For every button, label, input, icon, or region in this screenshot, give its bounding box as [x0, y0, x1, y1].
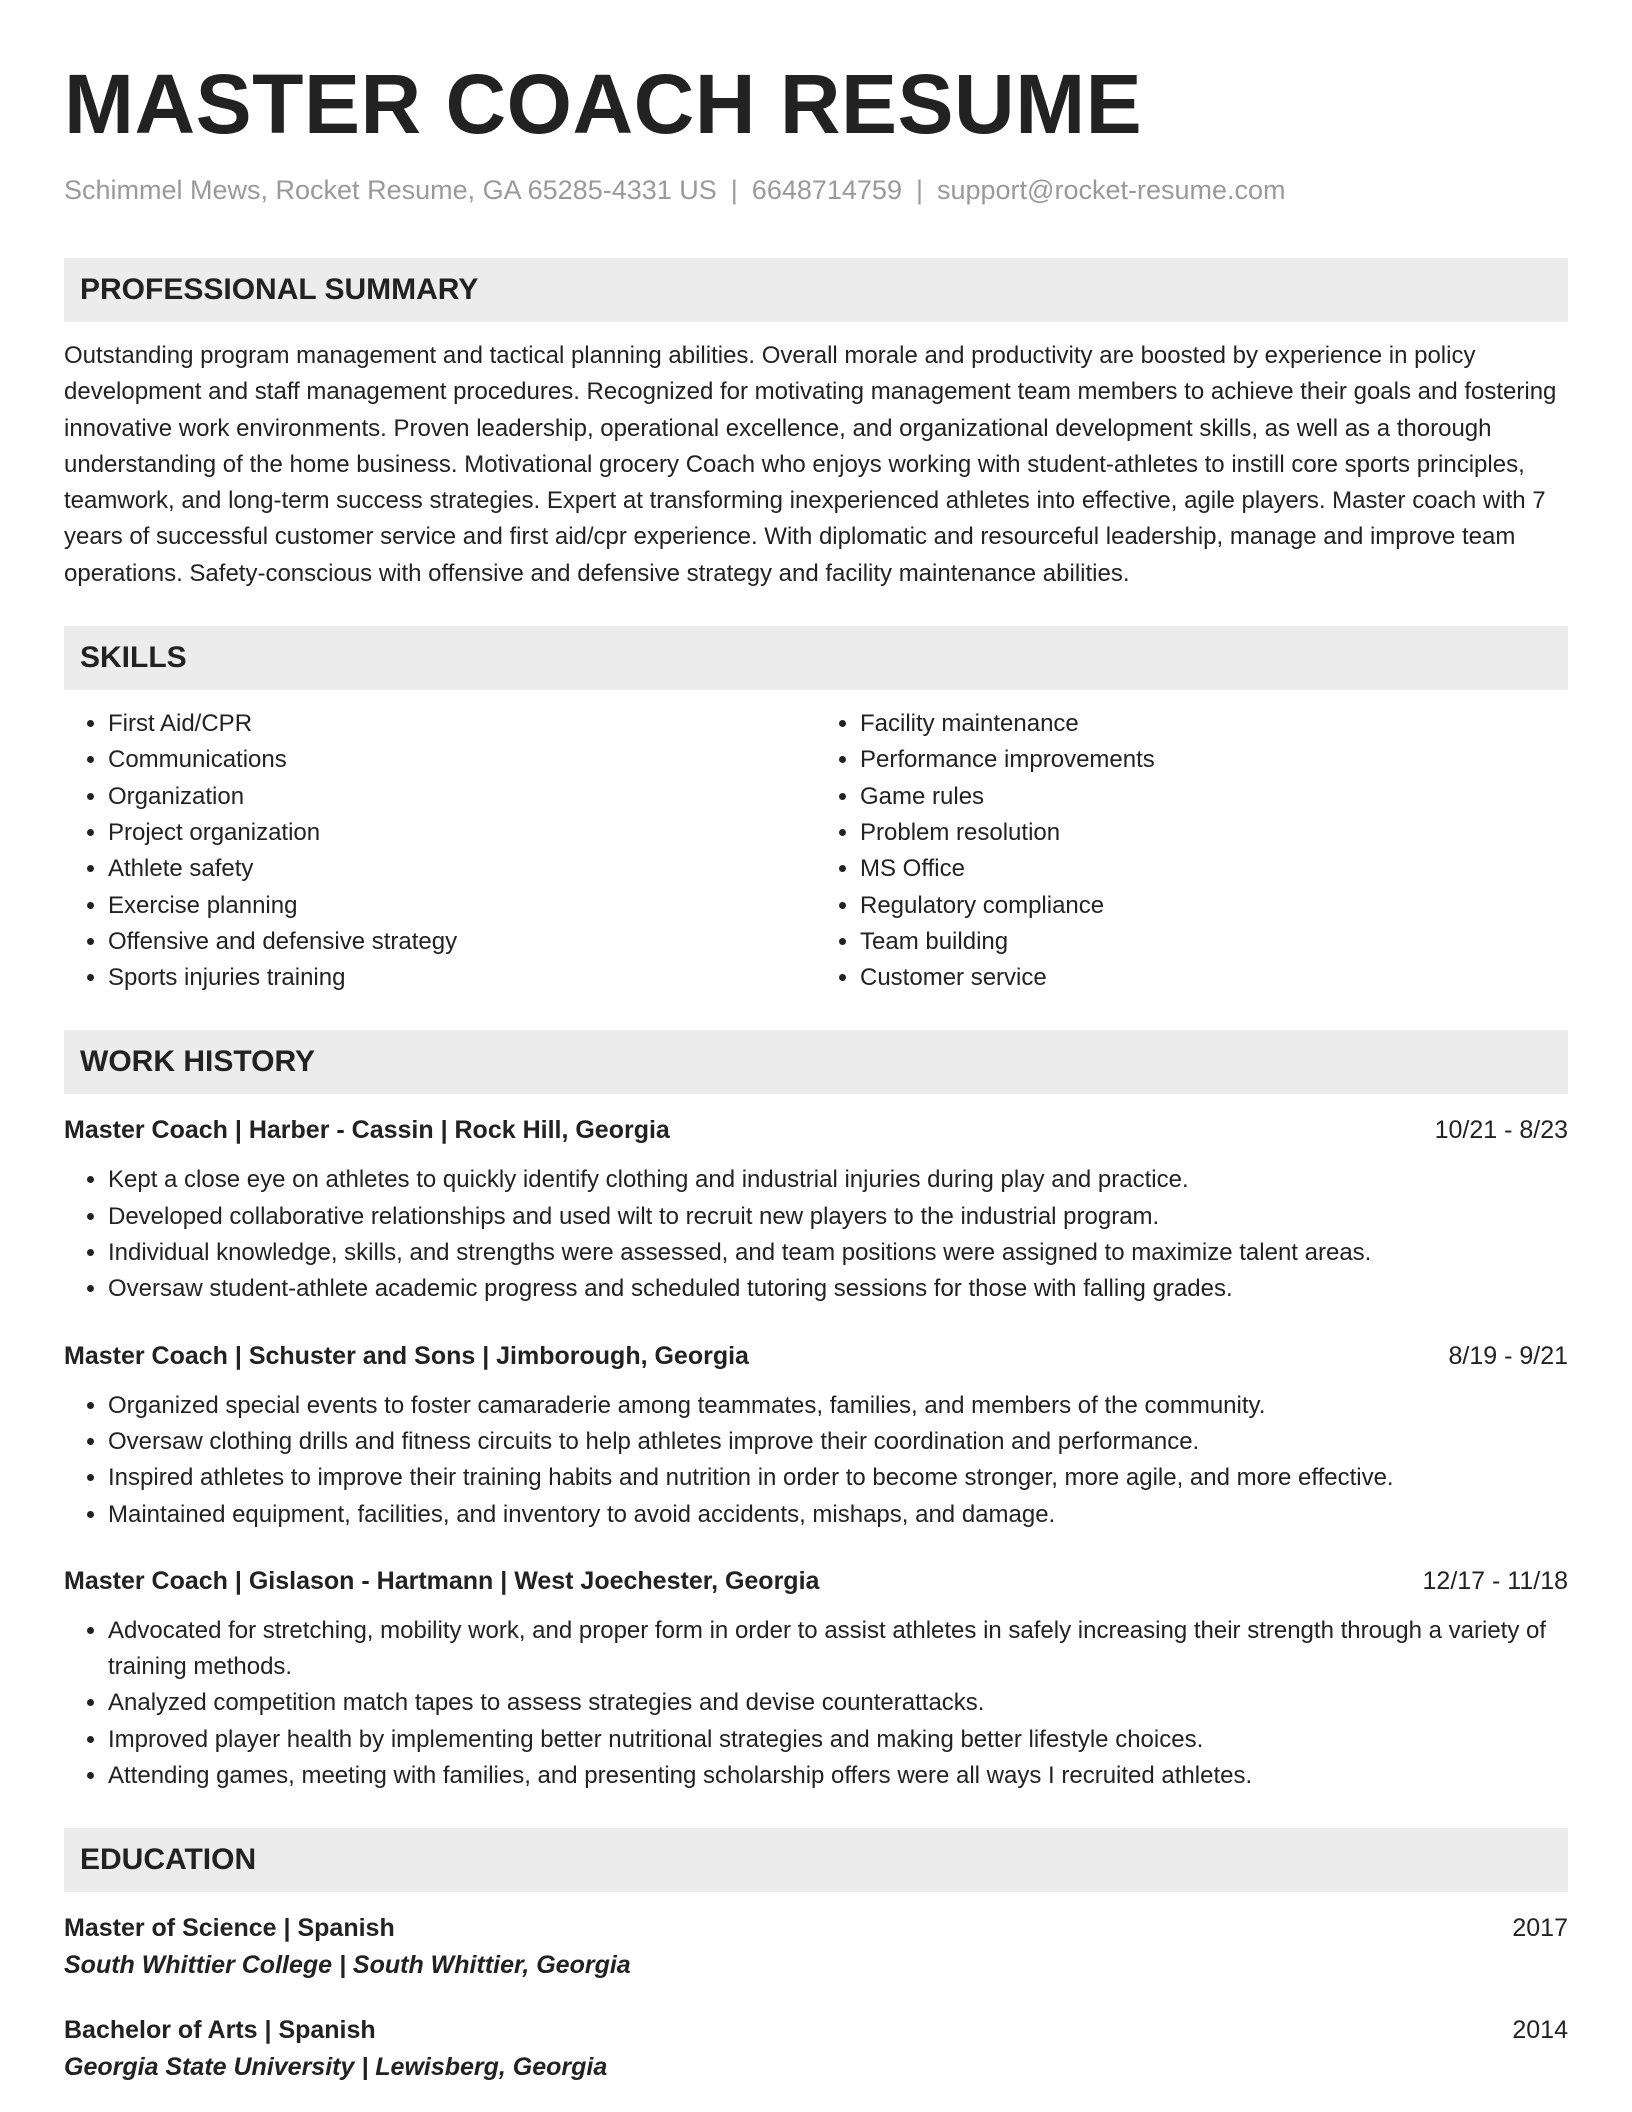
job-title: Master Coach | Schuster and Sons | Jimborough, Georgia: [64, 1341, 749, 1370]
work-history-heading: WORK HISTORY: [64, 1030, 1568, 1094]
job-bullet: • Advocated for stretching, mobility work, and proper form in order to assist athletes in safely increasing their strength through a variety of training methods.: [108, 1613, 1568, 1686]
education-heading: EDUCATION: [64, 1828, 1568, 1892]
address: Schimmel Mews, Rocket Resume, GA 65285-4331 US: [64, 175, 717, 205]
job-bullet: • Kept a close eye on athletes to quickly identify clothing and industrial injuries during play and practice.: [108, 1162, 1568, 1198]
degree: Bachelor of Arts | Spanish: [64, 2016, 376, 2045]
job-bullet: • Organized special events to foster camaraderie among teammates, families, and members of the community.: [108, 1388, 1568, 1424]
school: Georgia State University | Lewisberg, Georgia: [64, 2053, 608, 2082]
skill-item: • Sports injuries training: [108, 960, 816, 996]
job-dates: 10/21 - 8/23: [1434, 1116, 1568, 1145]
summary-text: Outstanding program management and tactical planning abilities. Overall morale and productivity are boosted by experience in policy development and staff management procedures. Recognized for motivating management team members to achieve their goals and fostering innovative work environments. Proven leadership, operational excellence, and organizational development skills, as well as a thorough understanding of the home business. Motivational grocery Coach who enjoys working with student-athletes to instill core sports principles, teamwork, and long-term success strategies. Expert at transforming inexperienced athletes into effective, agile players. Master coach with 7 years of successful customer service and first aid/cpr experience. With diplomatic and resourceful leadership, manage and improve team operations. Safety-conscious with offensive and defensive strategy and facility maintenance abilities.: [64, 342, 1557, 587]
skill-item: • Team building: [860, 924, 1568, 960]
skill-item: • Project organization: [108, 815, 816, 851]
skill-item: • Performance improvements: [860, 742, 1568, 778]
job-bullet: • Maintained equipment, facilities, and inventory to avoid accidents, mishaps, and damage.: [108, 1497, 1568, 1533]
summary-heading: PROFESSIONAL SUMMARY: [64, 258, 1568, 322]
skills-heading: SKILLS: [64, 626, 1568, 690]
degree: Master of Science | Spanish: [64, 1914, 395, 1943]
education-header: [64, 1910, 1568, 1946]
skill-item: • Game rules: [860, 779, 1568, 815]
skill-item: • Organization: [108, 779, 816, 815]
job-dates: 8/19 - 9/21: [1448, 1341, 1568, 1370]
job-header: [64, 1112, 1568, 1148]
skill-item: • Regulatory compliance: [860, 888, 1568, 924]
school: South Whittier College | South Whittier, Georgia: [64, 1951, 631, 1980]
skill-item: • Facility maintenance: [860, 706, 1568, 742]
job-bullet: • Individual knowledge, skills, and strengths were assessed, and team positions were assigned to maximize talent areas.: [108, 1235, 1568, 1271]
job-header: [64, 1338, 1568, 1374]
skill-item: • Exercise planning: [108, 888, 816, 924]
skill-item: • First Aid/CPR: [108, 706, 816, 742]
job-bullets: [64, 1613, 1568, 1794]
phone: 6648714759: [751, 175, 902, 205]
email: support@rocket-resume.com: [936, 175, 1286, 205]
graduation-year: 2014: [1512, 2016, 1568, 2045]
job-bullet: • Attending games, meeting with families, and presenting scholarship offers were all ways I recruited athletes.: [108, 1758, 1568, 1794]
job-bullet: • Analyzed competition match tapes to assess strategies and devise counterattacks.: [108, 1685, 1568, 1721]
education-entry: [64, 1910, 1568, 1984]
job-entry: [64, 1338, 1568, 1533]
job-bullet: • Developed collaborative relationships and used wilt to recruit new players to the industrial program.: [108, 1199, 1568, 1235]
job-bullet: • Improved player health by implementing better nutritional strategies and making better lifestyle choices.: [108, 1722, 1568, 1758]
job-bullets: [64, 1162, 1568, 1307]
skills-column-right: [816, 706, 1568, 996]
job-bullet: • Oversaw student-athlete academic progress and scheduled tutoring sessions for those with falling grades.: [108, 1271, 1568, 1307]
education-header: [64, 2012, 1568, 2048]
skill-item: • Offensive and defensive strategy: [108, 924, 816, 960]
job-title: Master Coach | Gislason - Hartmann | West Joechester, Georgia: [64, 1566, 820, 1595]
graduation-year: 2017: [1512, 1914, 1568, 1943]
job-title: Master Coach | Harber - Cassin | Rock Hill, Georgia: [64, 1116, 670, 1145]
skills-column-left: [64, 706, 816, 996]
education-entry: [64, 2012, 1568, 2086]
skill-item: • Athlete safety: [108, 851, 816, 887]
job-entry: [64, 1112, 1568, 1307]
resume-title: MASTER COACH RESUME: [64, 57, 1143, 151]
job-header: [64, 1563, 1568, 1599]
contact-line: [64, 174, 1568, 206]
contact-separator: |: [915, 175, 923, 205]
job-dates: 12/17 - 11/18: [1422, 1566, 1568, 1595]
skill-item: • MS Office: [860, 851, 1568, 887]
job-bullet: • Oversaw clothing drills and fitness circuits to help athletes improve their coordination and performance.: [108, 1424, 1568, 1460]
skills-list: [64, 706, 1568, 996]
job-bullets: [64, 1388, 1568, 1533]
skill-item: • Communications: [108, 742, 816, 778]
skill-item: • Problem resolution: [860, 815, 1568, 851]
skill-item: • Customer service: [860, 960, 1568, 996]
job-entry: [64, 1563, 1568, 1794]
job-bullet: • Inspired athletes to improve their training habits and nutrition in order to become stronger, more agile, and more effective.: [108, 1460, 1568, 1496]
contact-separator: |: [730, 175, 738, 205]
